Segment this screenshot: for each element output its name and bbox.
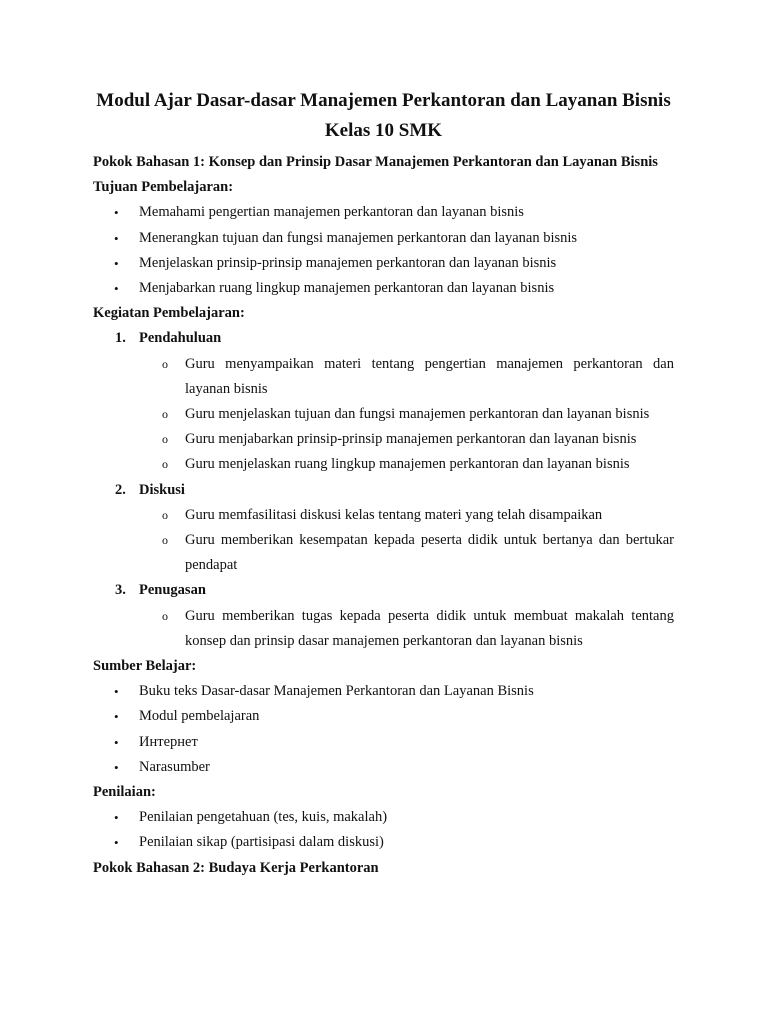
step-number: 1. (115, 330, 126, 347)
circle-bullet-icon: o (162, 457, 168, 472)
sub-list-item-text: Guru menyampaikan materi tentang pengertian manajemen perkantoran dan layanan bisnis (185, 355, 674, 397)
list-item (93, 226, 674, 251)
bullet-icon: • (114, 230, 119, 246)
circle-bullet-icon: o (162, 533, 168, 548)
sub-list-item (93, 402, 674, 427)
circle-bullet-icon: o (162, 432, 168, 447)
step-label: Penugasan (139, 582, 206, 599)
list-item-text: Penilaian pengetahuan (tes, kuis, makalah) (139, 809, 388, 826)
circle-bullet-icon: o (162, 507, 168, 522)
sub-list-item-text: Guru menjelaskan ruang lingkup manajemen perkantoran dan layanan bisnis (185, 456, 630, 473)
step-sub-list (93, 352, 674, 478)
penilaian-heading: Penilaian: (93, 784, 156, 801)
sub-list-item (93, 352, 674, 402)
pokok-bahasan-1-heading: Pokok Bahasan 1: Konsep dan Prinsip Dasar Manajemen Perkantoran dan Layanan Bisnis (93, 154, 658, 170)
list-item-text: Buku teks Dasar-dasar Manajemen Perkantoran dan Layanan Bisnis (139, 683, 534, 700)
sumber-heading: Sumber Belajar: (93, 658, 197, 675)
circle-bullet-icon: o (162, 608, 168, 623)
document-title: Modul Ajar Dasar-dasar Manajemen Perkantoran dan Layanan Bisnis Kelas 10 SMK (96, 90, 671, 141)
document-body (93, 150, 674, 881)
step-number: 2. (115, 481, 126, 498)
list-item (93, 200, 674, 225)
sub-list-item (93, 604, 674, 654)
sub-list-item-text: Guru menjelaskan tujuan dan fungsi manajemen perkantoran dan layanan bisnis (185, 406, 650, 423)
sub-list-item-text: Guru menjabarkan prinsip-prinsip manajemen perkantoran dan layanan bisnis (185, 431, 637, 448)
sub-list-item (93, 427, 674, 452)
sub-list-item-text: Guru memberikan tugas kepada peserta didik untuk membuat makalah tentang konsep dan prinsip dasar manajemen perkantoran dan layanan bisnis (185, 607, 674, 649)
step-sub-list (93, 503, 674, 579)
list-item (93, 830, 674, 855)
list-item (93, 805, 674, 830)
list-item-text: Penilaian sikap (partisipasi dalam diskusi) (139, 834, 384, 851)
penilaian-list (93, 805, 674, 855)
bullet-icon: • (114, 709, 119, 725)
sub-list-item-text: Guru memfasilitasi diskusi kelas tentang materi yang telah disampaikan (185, 506, 603, 523)
circle-bullet-icon: o (162, 407, 168, 422)
list-item-text: Modul pembelajaran (139, 708, 260, 725)
step-label: Diskusi (139, 481, 185, 498)
sub-list-item (93, 503, 674, 528)
kegiatan-heading: Kegiatan Pembelajaran: (93, 305, 245, 322)
bullet-icon: • (114, 810, 119, 826)
step-sub-list (93, 604, 674, 654)
bullet-icon: • (114, 835, 119, 851)
kegiatan-steps (93, 326, 674, 654)
list-item-text: Menjabarkan ruang lingkup manajemen perkantoran dan layanan bisnis (139, 280, 555, 297)
circle-bullet-icon: o (162, 356, 168, 371)
list-item-text: Menerangkan tujuan dan fungsi manajemen perkantoran dan layanan bisnis (139, 229, 578, 246)
list-item-text: Narasumber (139, 758, 210, 775)
step-label: Pendahuluan (139, 330, 222, 347)
step-pendahuluan (93, 326, 674, 477)
bullet-icon: • (114, 759, 119, 775)
list-item (93, 704, 674, 729)
step-penugasan (93, 578, 674, 654)
bullet-icon: • (114, 255, 119, 271)
list-item-text: Memahami pengertian manajemen perkantoran dan layanan bisnis (139, 204, 524, 221)
list-item-text: Интернет (139, 733, 198, 750)
sub-list-item (93, 528, 674, 578)
step-number: 3. (115, 582, 126, 599)
list-item (93, 251, 674, 276)
bullet-icon: • (114, 684, 119, 700)
sumber-list (93, 679, 674, 780)
tujuan-list (93, 200, 674, 301)
sub-list-item-text: Guru memberikan kesempatan kepada peserta didik untuk bertanya dan bertukar pendapat (185, 532, 674, 574)
list-item-text: Menjelaskan prinsip-prinsip manajemen perkantoran dan layanan bisnis (139, 254, 557, 271)
step-diskusi (93, 478, 674, 579)
tujuan-heading: Tujuan Pembelajaran: (93, 179, 234, 196)
list-item (93, 755, 674, 780)
sub-list-item (93, 452, 674, 477)
pokok-bahasan-2-heading: Pokok Bahasan 2: Budaya Kerja Perkantoran (93, 859, 379, 876)
bullet-icon: • (114, 205, 119, 221)
list-item (93, 276, 674, 301)
list-item (93, 730, 674, 755)
bullet-icon: • (114, 734, 119, 750)
list-item (93, 679, 674, 704)
bullet-icon: • (114, 281, 119, 297)
